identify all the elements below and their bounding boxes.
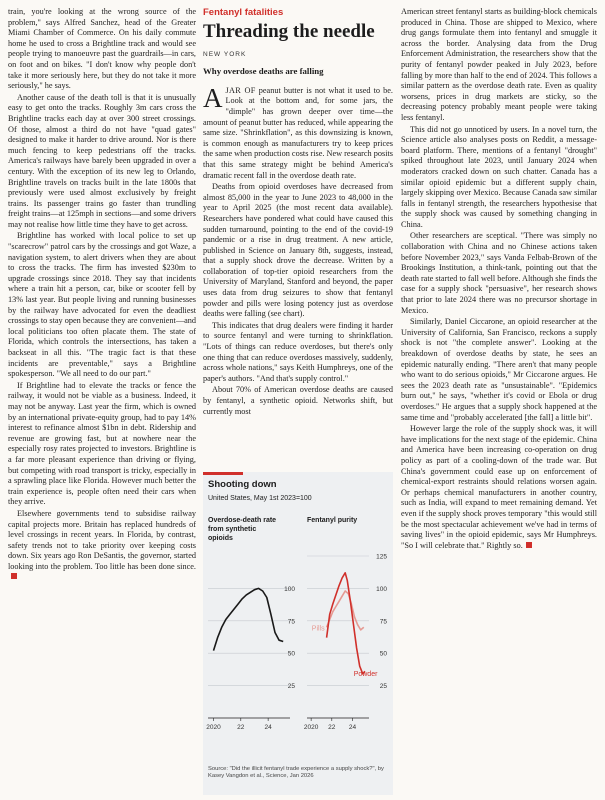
x-tick-label: 2020 xyxy=(303,724,319,731)
x-tick-label: 24 xyxy=(348,724,357,731)
y-tick-label: 100 xyxy=(284,585,295,593)
paragraph: Similarly, Daniel Ciccarone, an opioid researcher at the University of California, San Francisco, reckons a supply shock is not "the complete answer". Looking at the breakdown of overdose deaths by state, he sees an epidemic naturally ending. "There aren't that many people who want to do serious opioids," Mr Ciccarone argues. He sees the 2023 death rate as "unsustainable". "Epidemics burn out," he says, "whether it's covid or Ebola or drug overdoses." He argues that a supply shock happened at the same time and "probably accelerated [the fall] a little bit". xyxy=(401,317,597,422)
paragraph: Deaths from opioid overdoses have decreased from almost 85,000 in the year to June 2023 to 48,000 in the year to April 2025 (the most recent data available). Researchers have pondered what could have caused this sudden turnaround, pointing to the end of the covid-19 pandemic or a rise in drug treatment. A new article, published in Science on January 8th, suggests, instead, that a supply shock drove the decrease. Written by a collaboration of top-tier opioid researchers from the University of Maryland, Stanford and beyond, the paper uses data from drug seizures to show that fentanyl powder and pills were losing potency just as overdose deaths were falling (see chart). xyxy=(203,182,393,319)
y-tick-label: 50 xyxy=(287,650,295,658)
y-tick-label: 25 xyxy=(287,683,295,691)
lead-smallcaps: JAR OF xyxy=(225,85,256,95)
paragraph: Brightline has worked with local police to set up "scarecrow" patrol cars by the crossings and got Waze, a navigation system, to alert drivers when they are about to cross the tracks. The firm has invested $230m to upgrade crossings since 2018. They say that incidents where a train hit a person, car, bike or scooter fell by 13% last year. But people living and running businesses by the railway have advocated for even the deadliest crossings to stay open because they are convenient—and local politicians too often placate them. The state of Florida, which controls the intersections, has taken a backseat in all this. "The tragic fact is that these incidents are preventable," says a Brightline spokesperson. "We all need to do our part." xyxy=(8,231,196,379)
paragraph xyxy=(8,509,196,583)
paragraph: Other researchers are sceptical. "There was simply no collaboration with China and no Chinese actions taken before November 2023," says Vanda Felbab-Brown of the Brookings Institution, a think-tank, pointing out that the death rate started to fall well before. Although she finds the case for a supply shock "persuasive", her research shows that prior to late 2024 there was no precursor shortage in Mexico. xyxy=(401,231,597,315)
series-label: Pills xyxy=(311,625,325,633)
chart-svg xyxy=(203,508,393,762)
paragraph: This indicates that drug dealers were finding it harder to source fentanyl and were turning to shrinkflation. "Lots of things can reduce overdoses, but there's only one thing that can reduce overdoses massively, suddenly, across whole nations," says Keith Humphreys, one of the paper's authors. "And that's supply control." xyxy=(203,320,393,383)
chart-title: Shooting down xyxy=(208,479,277,490)
chart-subtitle: United States, May 1st 2023=100 xyxy=(208,495,312,502)
article-column-2 xyxy=(401,7,597,552)
end-mark-icon xyxy=(526,542,532,548)
lead-paragraph xyxy=(203,82,393,181)
panel-title: Fentanyl purity xyxy=(307,517,358,524)
x-tick-label: 2020 xyxy=(206,724,221,731)
chart-source: Source: "Did the illicit fentanyl trade experience a supply shock?", by Kasey Vangdon et al., Science, Jan 2026 xyxy=(208,766,384,779)
paragraph: Another cause of the death toll is that it is unusually easy to get onto the tracks. Roughly 3m cars cross the Brightline tracks each day at over 300 street crossings. Of those, almost a third do not have "quad gates" designed to make it harder to drive around. Nor is there much fencing to keep pedestrians off the tracks. America's railways have barely been upgraded in over a century. With the exception of its new leg to Orlando, Brightline travels on tracks built in the late 1800s that previously were used almost exclusively by freight trains. Its passenger trains go faster than trundling freight trains—at 125mph in sections—and some drivers may not realise how little time they have to get across. xyxy=(8,92,196,229)
panel-title: opioids xyxy=(208,535,233,542)
paragraph-text: However large the role of the supply shock was, it will have implications for the next stage of the epidemic. China and America have been increasing co-operation on drug policy as part of a cooling-down of the trade war. But China's government could ease up on enforcement of chemical-export restraints should relations worsen again. Or perhaps chemical manufacturers in another country, such as India, will expand to meet remaining demand. Yet even if the supply shock proves temporary "this would still be the most spectacular achievement we've had in terms of saving lives" in the opioid epidemic, says Mr Humphreys. "So I will celebrate that." Rightly so. xyxy=(401,424,597,550)
paragraph: train, you're looking at the wrong source of the problem," says Alfred Sanchez, head of the Greater Miami Chamber of Commerce. On his daily commute home he used to cross a Brightline track and would see people trying to manoeuvre past the guardrails—in cars, on foot and on bikes. "I don't know why people don't take it more seriously here, but they do not take it more seriously," he says. xyxy=(8,7,196,91)
dateline: NEW YORK xyxy=(203,50,247,58)
end-mark-icon xyxy=(11,573,17,579)
drop-cap: A xyxy=(203,82,223,113)
rubric: Fentanyl fatalities xyxy=(203,7,284,18)
y-tick-label: 75 xyxy=(379,618,387,626)
series-label: Powder xyxy=(353,671,378,679)
x-tick-label: 22 xyxy=(328,724,336,731)
chart-box xyxy=(203,472,393,795)
lead-text: peanut butter is not what it used to be. Look at the bottom and, for some jars, the "dimple" has grown deeper over time—the amount of peanut butter has reduced, while appearing the same size. "Shrinkflation", as this downsizing is known, is common enough as manufacturers try to keep prices the same when production costs rise. New research posits that this same strategy might be behind America's dramatic recent fall in the overdose death rate. xyxy=(203,85,393,180)
chart-accent-bar xyxy=(203,472,243,475)
y-tick-label: 125 xyxy=(376,553,387,561)
y-tick-label: 100 xyxy=(376,585,387,593)
series-line-powder xyxy=(327,573,365,674)
series-line-pills xyxy=(327,591,364,630)
y-tick-label: 25 xyxy=(379,683,387,691)
standfirst: Why overdose deaths are falling xyxy=(203,66,324,77)
previous-article-column xyxy=(8,7,196,584)
paragraph-text: Elsewhere governments tend to subsidise railway capital projects more. Britain has replaced hundreds of level crossings in recent years. In Florida, by contrast, safety trends not to take priority over keeping costs down. Six years ago Ron DeSantis, the governor, started looking into the problem. Too little has been done since. xyxy=(8,508,196,571)
paragraph: About 70% of American overdose deaths are caused by fentanyl, a synthetic opioid. Networks shift, but currently most xyxy=(203,385,393,416)
panel-title: from synthetic xyxy=(208,526,257,533)
article-column-1 xyxy=(203,7,393,418)
paragraph xyxy=(401,424,597,551)
paragraph: American street fentanyl starts as building-block chemicals produced in China. Those are shipped to Mexico, where drug gangs formulate them into fentanyl and smuggle it across the border. Analysing data from the Drug Enforcement Administration, the researchers show that the purity of fentanyl powder peaked in July 2023, before falling by more than half to the end of 2024. This follows a similar pattern as the overdose death rate. Even as quality worsens, prices in drug markets are sticky, so the decreasing potency probably meant people were taking less fentanyl. xyxy=(401,7,597,122)
series-line-main xyxy=(214,588,284,650)
paragraph: If Brightline had to elevate the tracks or fence the railway, it would not be viable as a business. Indeed, it may not be anyway. Last year the firm, which is owned by an international private-equity group, had to pay 14% interest to refinance almost $1bn in debt. Ridership and revenue are growing fast, but at nowhere near the especially rosy rates projected to investors. Brightline is a far more pleasant experience than driving or flying, but competing with road transport is tricky, especially in a sprawling place like Florida. However much better the train experience is, people often need their cars when they arrive. xyxy=(8,380,196,507)
headline: Threading the needle xyxy=(203,20,375,42)
y-tick-label: 75 xyxy=(287,618,295,626)
x-tick-label: 24 xyxy=(264,724,272,731)
paragraph: This did not go unnoticed by users. In a novel turn, the Science article also analyses posts on Reddit, a message-board platform. There, mentions of a fentanyl "drought" spiked throughout late 2023, until January 2024 when moderators cracked down on such chatter. Canada has a similar opioid epidemic but a different supply chain, largely skipping over Mexico. Because Canada saw similar falls in fentanyl strength, the researchers hypothesise that the supply shock was caused by something changing in China. xyxy=(401,124,597,229)
y-tick-label: 50 xyxy=(379,650,387,658)
x-tick-label: 22 xyxy=(237,724,245,731)
panel-title: Overdose-death rate xyxy=(208,517,277,524)
